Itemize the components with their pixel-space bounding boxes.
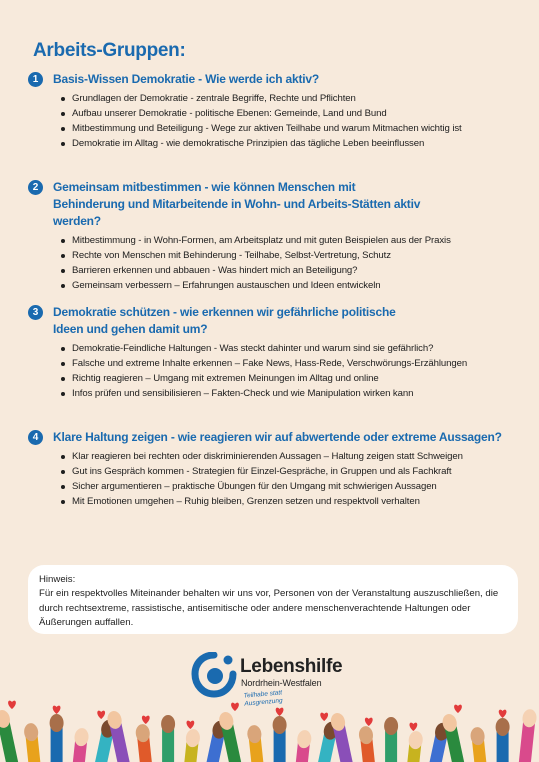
heart-icon [320, 713, 328, 721]
page-title: Arbeits-Gruppen: [33, 40, 186, 61]
raised-hand-icon [183, 721, 201, 762]
bullet-item: Demokratie-Feindliche Haltungen - Was steckt dahinter und warum sind sie gefährlich? [61, 341, 528, 356]
bullet-list [28, 91, 528, 151]
heart-icon [410, 723, 418, 731]
heart-icon [97, 711, 105, 719]
raised-hand-icon [161, 715, 175, 762]
bullet-item: Mitbestimmung - in Wohn-Formen, am Arbeitsplatz und mit guten Beispielen aus der Praxis [61, 233, 528, 248]
section-heading [28, 429, 528, 446]
bullet-item: Falsche und extreme Inhalte erkennen – Fake News, Hass-Rede, Verschwörungs-Erzählungen [61, 356, 528, 371]
heart-icon [8, 701, 16, 709]
raised-hand-icon [384, 717, 398, 762]
section-heading [28, 304, 528, 338]
notice-box [28, 565, 518, 634]
raised-hand-icon [135, 716, 153, 762]
raised-hand-icon [518, 709, 538, 762]
heart-icon [187, 721, 195, 729]
raised-hands-decoration [0, 692, 539, 762]
heart-icon [454, 705, 462, 713]
raised-hand-icon [406, 723, 423, 762]
workgroup-section-1 [28, 71, 528, 151]
section-title: Gemeinsam mitbestimmen - wie können Menschen mit Behinderung und Mitarbeitende in Wohn- und Arbeits-Stätten aktiv werden? [53, 180, 421, 228]
section-title: Demokratie schützen - wie erkennen wir gefährliche politische Ideen und gehen damit um? [53, 305, 396, 336]
notice-label: Hinweis: [39, 574, 76, 585]
section-number-badge: 1 [28, 72, 43, 87]
bullet-item: Sicher argumentieren – praktische Übungen für den Umgang mit schwierigen Aussagen [61, 479, 528, 494]
bullet-item: Gut ins Gespräch kommen - Strategien für Einzel-Gespräche, in Gruppen und als Fachkraft [61, 464, 528, 479]
heart-icon [231, 703, 239, 711]
bullet-item: Barrieren erkennen und abbauen - Was hindert mich an Beteiligung? [61, 263, 528, 278]
section-title: Basis-Wissen Demokratie - Wie werde ich aktiv? [53, 72, 320, 86]
raised-hand-icon [23, 722, 41, 762]
heart-icon [276, 708, 284, 716]
heart-icon [365, 718, 373, 726]
bullet-item: Grundlagen der Demokratie - zentrale Begriffe, Rechte und Pflichten [61, 91, 528, 106]
raised-hand-icon [72, 727, 90, 762]
raised-hand-icon [496, 710, 510, 762]
raised-hand-icon [470, 726, 488, 762]
section-heading [28, 179, 528, 230]
raised-hand-icon [295, 729, 313, 762]
heart-icon [142, 716, 150, 724]
bullet-item: Infos prüfen und sensibilisieren – Fakten-Check und wie Manipulation wirken kann [61, 386, 528, 401]
section-number-badge: 2 [28, 180, 43, 195]
raised-hand-icon [0, 701, 20, 762]
raised-hand-icon [273, 708, 287, 762]
workgroup-section-3 [28, 304, 528, 401]
bullet-list [28, 341, 528, 401]
heart-icon [53, 706, 61, 714]
bullet-item: Rechte von Menschen mit Behinderung - Teilhabe, Selbst-Vertretung, Schutz [61, 248, 528, 263]
bullet-item: Richtig reagieren – Umgang mit extremen Meinungen im Alltag und online [61, 371, 528, 386]
bullet-item: Mitbestimmung und Beteiligung - Wege zur aktiven Teilhabe und warum Mitmachen wichtig ist [61, 121, 528, 136]
workgroup-section-4 [28, 429, 528, 509]
logo-region: Nordrhein-Westfalen [241, 678, 322, 688]
heart-icon [499, 710, 507, 718]
section-number-badge: 4 [28, 430, 43, 445]
section-heading [28, 71, 528, 88]
section-title: Klare Haltung zeigen - wie reagieren wir auf abwertende oder extreme Aussagen? [53, 430, 502, 444]
bullet-list [28, 449, 528, 509]
bullet-list [28, 233, 528, 293]
logo-tagline: Teilhabe statt Ausgrenzung [243, 689, 283, 708]
notice-text: Für ein respektvolles Miteinander behalten wir uns vor, Personen von der Veranstaltung auszuschließen, die durch rechtsextreme, rassistische, antisemitische oder andere menschenverachtende Haltungen oder Äußerungen auffallen. [39, 588, 499, 628]
bullet-item: Aufbau unserer Demokratie - politische Ebenen: Gemeinde, Land und Bund [61, 106, 528, 121]
bullet-item: Klar reagieren bei rechten oder diskriminierenden Aussagen – Haltung zeigen statt Schweigen [61, 449, 528, 464]
bullet-item: Gemeinsam verbessern – Erfahrungen austauschen und Ideen entwickeln [61, 278, 528, 293]
workgroup-section-2 [28, 179, 528, 293]
bullet-item: Demokratie im Alltag - wie demokratische Prinzipien das tägliche Leben beeinflussen [61, 136, 528, 151]
logo-name: Lebenshilfe [240, 656, 343, 677]
raised-hand-icon [50, 706, 64, 762]
raised-hand-icon [358, 718, 376, 762]
raised-hand-icon [246, 724, 264, 762]
section-number-badge: 3 [28, 305, 43, 320]
bullet-item: Mit Emotionen umgehen – Ruhig bleiben, Grenzen setzen und respektvoll verhalten [61, 494, 528, 509]
